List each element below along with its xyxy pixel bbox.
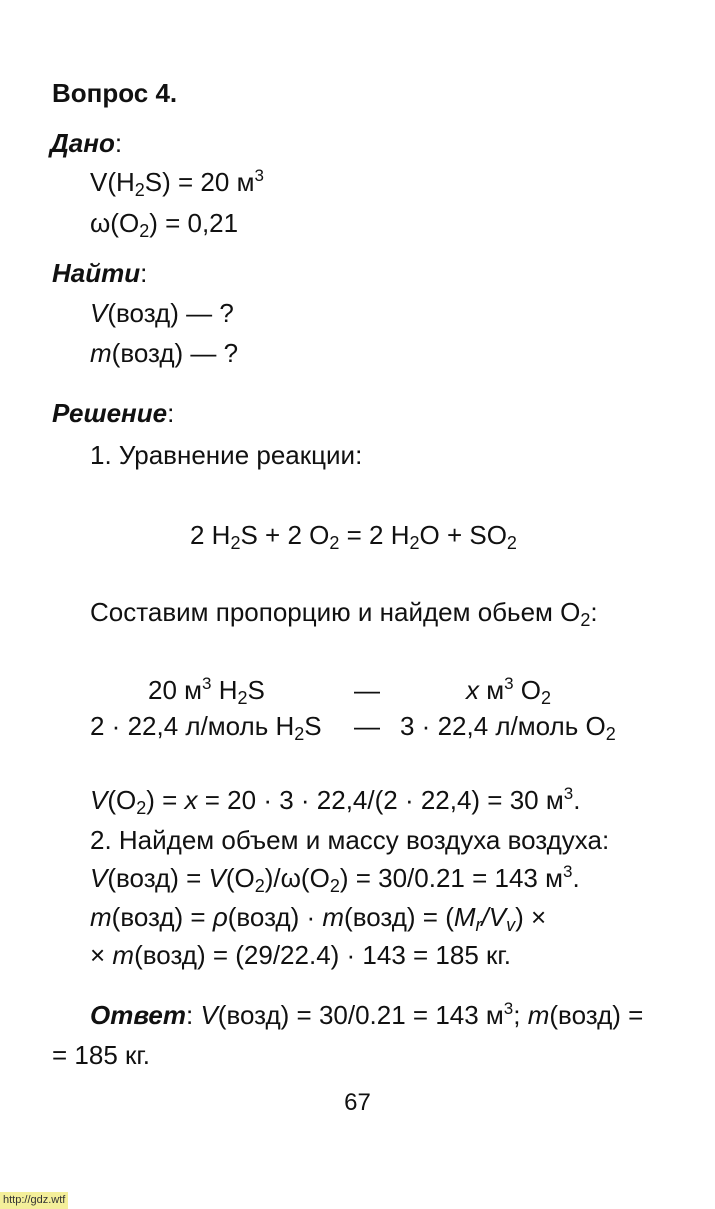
given-heading: Дано: [50, 128, 123, 158]
watermark-link[interactable]: http://gdz.wtf [0, 1192, 68, 1209]
calc-mass-air-line2: × m(возд) = (29/22.4) · 143 = 185 кг. [90, 940, 511, 970]
given-volume-h2s: $V(H_2S) = 20$ $м^3$ [90, 166, 264, 200]
solution-heading-text: Решение [52, 398, 168, 428]
calc-volume-air: V(возд) = $V(O_2)/\omega(O_2) = 30/0.21 = 143$ $м^3$. [90, 862, 580, 896]
calc-mass-air-line1: m(возд) = ρ(возд) · m(возд) = $(M_r/V_v)$ × [90, 902, 547, 935]
question-title: Вопрос 4. [52, 78, 178, 108]
proportion-row1-dash: — [354, 675, 380, 705]
reaction-equation: 2 $H_2S + 2$ $O_2 = 2$ $H_2O + SO_2$ [190, 520, 517, 553]
proportion-intro: Составим пропорцию и найдем обьем $O_2$: [90, 597, 598, 630]
step-1-text: 1. Уравнение реакции: [90, 440, 363, 470]
proportion-row1-right: x $м^3$ $O_2$ [466, 674, 552, 708]
proportion-row2-left: 2 · 22,4 л/моль $H_2S$ [90, 711, 322, 744]
proportion-row2-right: 3 · 22,4 л/моль $O_2$ [400, 711, 616, 744]
find-volume-air: V(возд) — ? [90, 298, 234, 328]
given-fraction-o2: $\omega(O_2) = 0,21$ [90, 208, 239, 241]
answer-line-2: = 185 кг. [52, 1040, 150, 1070]
step-2-text: 2. Найдем объем и массу воздуха воздуха: [90, 825, 610, 855]
page-number: 67 [344, 1089, 371, 1116]
given-heading-text: Дано [50, 128, 115, 158]
find-heading: Найти: [52, 258, 148, 288]
answer-line-1: Ответ: V(возд) = 30/0.21 = 143 $м^3$; m(возд) = [90, 999, 644, 1030]
answer-heading: Ответ [90, 1000, 186, 1030]
find-mass-air: m(возд) — ? [90, 338, 239, 368]
proportion-row2-dash: — [354, 711, 380, 741]
solution-heading: Решение: [52, 398, 175, 428]
proportion-row1-left: 20 $м^3$ $H_2S$ [148, 674, 265, 708]
find-heading-text: Найти [52, 258, 141, 288]
calc-volume-o2: $V(O_2) = x = 20 \cdot 3 \cdot 22,4/(2 \cdot 22,4) = 30$ $м^3$. [90, 784, 581, 818]
